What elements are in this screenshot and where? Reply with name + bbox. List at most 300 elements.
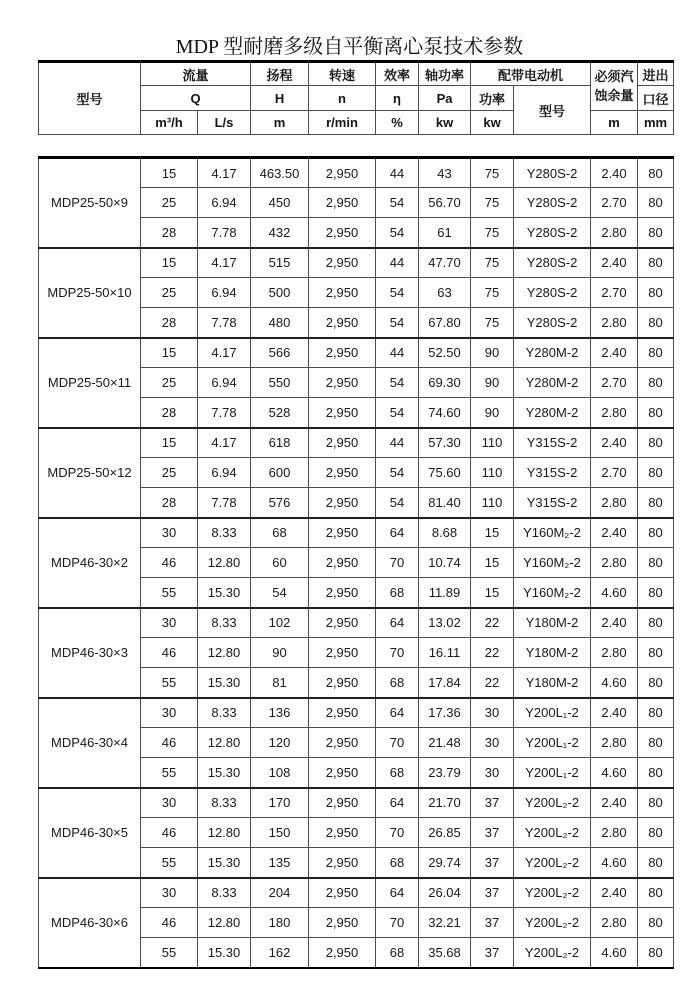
cell-pa: 56.70	[419, 188, 471, 218]
cell-q-m3h: 30	[141, 878, 198, 908]
header-speed-unit: r/min	[309, 111, 376, 135]
cell-eta: 54	[376, 488, 419, 518]
header-flow: 流量	[141, 62, 251, 86]
cell-q-m3h: 15	[141, 338, 198, 368]
header-shaft-power-unit: kw	[419, 111, 471, 135]
cell-h: 54	[251, 578, 309, 608]
cell-h: 170	[251, 788, 309, 818]
cell-eta: 54	[376, 308, 419, 338]
cell-h: 515	[251, 248, 309, 278]
cell-q-m3h: 46	[141, 638, 198, 668]
cell-dn: 80	[638, 518, 674, 548]
cell-n: 2,950	[309, 158, 376, 188]
cell-h: 450	[251, 188, 309, 218]
cell-q-ls: 6.94	[198, 458, 251, 488]
cell-power: 75	[471, 308, 514, 338]
cell-q-ls: 6.94	[198, 188, 251, 218]
header-shaft-power-symbol: Pa	[419, 86, 471, 111]
cell-n: 2,950	[309, 428, 376, 458]
cell-h: 120	[251, 728, 309, 758]
table-row	[39, 338, 674, 368]
cell-n: 2,950	[309, 278, 376, 308]
cell-q-ls: 4.17	[198, 338, 251, 368]
header-motor: 配带电动机	[471, 62, 591, 86]
header-head-unit: m	[251, 111, 309, 135]
cell-power: 110	[471, 428, 514, 458]
cell-dn: 80	[638, 308, 674, 338]
cell-pa: 26.85	[419, 818, 471, 848]
cell-h: 136	[251, 698, 309, 728]
cell-motor: Y280S-2	[514, 278, 591, 308]
cell-power: 22	[471, 668, 514, 698]
cell-power: 37	[471, 848, 514, 878]
header-port-unit: mm	[638, 111, 674, 135]
header-port: 进出	[638, 62, 674, 86]
header-head: 扬程	[251, 62, 309, 86]
header-shaft-power: 轴功率	[419, 62, 471, 86]
cell-dn: 80	[638, 878, 674, 908]
cell-h: 81	[251, 668, 309, 698]
pump-model-cell: MDP25-50×9	[39, 158, 141, 248]
cell-q-ls: 7.78	[198, 398, 251, 428]
header-motor-power: 功率	[471, 86, 514, 111]
cell-n: 2,950	[309, 608, 376, 638]
cell-n: 2,950	[309, 488, 376, 518]
table-row	[39, 698, 674, 728]
cell-dn: 80	[638, 368, 674, 398]
cell-npsh: 2.80	[591, 548, 638, 578]
cell-q-m3h: 46	[141, 728, 198, 758]
cell-eta: 54	[376, 458, 419, 488]
cell-dn: 80	[638, 188, 674, 218]
cell-pa: 43	[419, 158, 471, 188]
cell-npsh: 2.40	[591, 248, 638, 278]
cell-npsh: 2.70	[591, 368, 638, 398]
cell-h: 566	[251, 338, 309, 368]
cell-eta: 54	[376, 368, 419, 398]
cell-pa: 21.70	[419, 788, 471, 818]
page-title: MDP 型耐磨多级自平衡离心泵技术参数	[175, 36, 524, 58]
cell-dn: 80	[638, 938, 674, 968]
cell-eta: 64	[376, 878, 419, 908]
cell-npsh: 2.80	[591, 398, 638, 428]
cell-motor: Y280S-2	[514, 218, 591, 248]
cell-motor: Y160M₂-2	[514, 548, 591, 578]
cell-npsh: 4.60	[591, 848, 638, 878]
cell-pa: 17.84	[419, 668, 471, 698]
pump-model-cell: MDP25-50×10	[39, 248, 141, 338]
cell-n: 2,950	[309, 398, 376, 428]
header-speed: 转速	[309, 62, 376, 86]
cell-power: 90	[471, 398, 514, 428]
pump-table-body	[39, 158, 674, 968]
cell-h: 528	[251, 398, 309, 428]
cell-dn: 80	[638, 788, 674, 818]
cell-power: 110	[471, 458, 514, 488]
cell-motor: Y200L₂-2	[514, 788, 591, 818]
cell-h: 432	[251, 218, 309, 248]
cell-q-ls: 4.17	[198, 158, 251, 188]
cell-n: 2,950	[309, 788, 376, 818]
cell-eta: 70	[376, 908, 419, 938]
cell-motor: Y200L₂-2	[514, 818, 591, 848]
cell-motor: Y160M₂-2	[514, 578, 591, 608]
cell-eta: 68	[376, 668, 419, 698]
cell-pa: 47.70	[419, 248, 471, 278]
pump-model-cell: MDP25-50×11	[39, 338, 141, 428]
table-row	[39, 878, 674, 908]
cell-dn: 80	[638, 848, 674, 878]
cell-power: 37	[471, 878, 514, 908]
cell-motor: Y315S-2	[514, 458, 591, 488]
cell-dn: 80	[638, 908, 674, 938]
cell-pa: 69.30	[419, 368, 471, 398]
cell-q-m3h: 28	[141, 218, 198, 248]
cell-q-m3h: 46	[141, 818, 198, 848]
cell-motor: Y280S-2	[514, 188, 591, 218]
header-npsh-line1: 必须汽	[594, 68, 634, 84]
cell-pa: 52.50	[419, 338, 471, 368]
cell-n: 2,950	[309, 638, 376, 668]
header-motor-power-unit: kw	[471, 111, 514, 135]
cell-motor: Y200L₂-2	[514, 848, 591, 878]
cell-q-ls: 15.30	[198, 848, 251, 878]
cell-eta: 68	[376, 848, 419, 878]
cell-npsh: 2.40	[591, 338, 638, 368]
cell-q-m3h: 25	[141, 188, 198, 218]
cell-n: 2,950	[309, 308, 376, 338]
cell-eta: 68	[376, 578, 419, 608]
cell-power: 37	[471, 818, 514, 848]
cell-h: 576	[251, 488, 309, 518]
cell-pa: 75.60	[419, 458, 471, 488]
cell-power: 75	[471, 218, 514, 248]
cell-eta: 64	[376, 698, 419, 728]
cell-n: 2,950	[309, 338, 376, 368]
cell-n: 2,950	[309, 668, 376, 698]
cell-pa: 26.04	[419, 878, 471, 908]
cell-npsh: 2.80	[591, 638, 638, 668]
cell-power: 30	[471, 728, 514, 758]
cell-power: 90	[471, 368, 514, 398]
cell-h: 600	[251, 458, 309, 488]
cell-h: 90	[251, 638, 309, 668]
cell-motor: Y280M-2	[514, 398, 591, 428]
cell-pa: 29.74	[419, 848, 471, 878]
header-port-line2: 口径	[638, 86, 674, 111]
cell-q-m3h: 55	[141, 668, 198, 698]
cell-eta: 44	[376, 338, 419, 368]
header-npsh-line2: 蚀余量	[594, 87, 634, 103]
cell-pa: 63	[419, 278, 471, 308]
pump-model-cell: MDP46-30×4	[39, 698, 141, 788]
cell-eta: 64	[376, 608, 419, 638]
header-npsh-unit: m	[591, 111, 638, 135]
table-row	[39, 788, 674, 818]
cell-q-m3h: 46	[141, 908, 198, 938]
cell-eta: 54	[376, 218, 419, 248]
cell-dn: 80	[638, 248, 674, 278]
cell-power: 30	[471, 698, 514, 728]
cell-pa: 74.60	[419, 398, 471, 428]
table-row	[39, 248, 674, 278]
cell-pa: 67.80	[419, 308, 471, 338]
cell-power: 110	[471, 488, 514, 518]
cell-motor: Y180M-2	[514, 668, 591, 698]
header-efficiency-unit: %	[376, 111, 419, 135]
cell-q-ls: 12.80	[198, 638, 251, 668]
cell-n: 2,950	[309, 908, 376, 938]
cell-power: 22	[471, 638, 514, 668]
cell-n: 2,950	[309, 458, 376, 488]
cell-n: 2,950	[309, 728, 376, 758]
cell-pa: 13.02	[419, 608, 471, 638]
cell-q-m3h: 15	[141, 428, 198, 458]
cell-dn: 80	[638, 158, 674, 188]
cell-dn: 80	[638, 278, 674, 308]
cell-h: 135	[251, 848, 309, 878]
cell-npsh: 2.70	[591, 458, 638, 488]
cell-dn: 80	[638, 458, 674, 488]
header-efficiency: 效率	[376, 62, 419, 86]
cell-npsh: 2.80	[591, 308, 638, 338]
cell-q-ls: 4.17	[198, 248, 251, 278]
header-flow-symbol: Q	[141, 86, 251, 111]
cell-npsh: 4.60	[591, 758, 638, 788]
cell-npsh: 2.70	[591, 188, 638, 218]
cell-q-ls: 12.80	[198, 728, 251, 758]
cell-motor: Y315S-2	[514, 488, 591, 518]
cell-h: 618	[251, 428, 309, 458]
cell-eta: 64	[376, 788, 419, 818]
header-efficiency-symbol: η	[376, 86, 419, 111]
cell-q-m3h: 25	[141, 278, 198, 308]
cell-q-ls: 15.30	[198, 668, 251, 698]
cell-npsh: 4.60	[591, 578, 638, 608]
cell-power: 22	[471, 608, 514, 638]
cell-pa: 81.40	[419, 488, 471, 518]
table-row	[39, 608, 674, 638]
cell-q-m3h: 15	[141, 158, 198, 188]
cell-power: 37	[471, 788, 514, 818]
cell-q-m3h: 46	[141, 548, 198, 578]
cell-eta: 70	[376, 638, 419, 668]
cell-n: 2,950	[309, 188, 376, 218]
cell-motor: Y280S-2	[514, 308, 591, 338]
cell-power: 75	[471, 248, 514, 278]
cell-q-m3h: 30	[141, 518, 198, 548]
cell-power: 15	[471, 518, 514, 548]
cell-eta: 70	[376, 548, 419, 578]
cell-dn: 80	[638, 218, 674, 248]
cell-pa: 23.79	[419, 758, 471, 788]
cell-n: 2,950	[309, 758, 376, 788]
cell-q-m3h: 30	[141, 608, 198, 638]
cell-motor: Y280M-2	[514, 368, 591, 398]
cell-npsh: 2.80	[591, 818, 638, 848]
cell-n: 2,950	[309, 368, 376, 398]
cell-npsh: 2.40	[591, 608, 638, 638]
cell-power: 90	[471, 338, 514, 368]
cell-h: 68	[251, 518, 309, 548]
pump-model-cell: MDP46-30×2	[39, 518, 141, 608]
cell-q-ls: 8.33	[198, 788, 251, 818]
header-motor-model: 型号	[514, 86, 591, 135]
cell-pa: 57.30	[419, 428, 471, 458]
cell-q-ls: 8.33	[198, 698, 251, 728]
cell-h: 150	[251, 818, 309, 848]
cell-h: 60	[251, 548, 309, 578]
cell-n: 2,950	[309, 938, 376, 968]
cell-power: 30	[471, 758, 514, 788]
cell-npsh: 2.40	[591, 878, 638, 908]
header-speed-symbol: n	[309, 86, 376, 111]
cell-q-m3h: 25	[141, 458, 198, 488]
cell-q-m3h: 15	[141, 248, 198, 278]
cell-pa: 16.11	[419, 638, 471, 668]
cell-eta: 70	[376, 728, 419, 758]
pump-model-cell: MDP46-30×3	[39, 608, 141, 698]
cell-pa: 21.48	[419, 728, 471, 758]
cell-npsh: 2.40	[591, 428, 638, 458]
cell-q-m3h: 28	[141, 308, 198, 338]
cell-motor: Y180M-2	[514, 638, 591, 668]
cell-q-ls: 7.78	[198, 308, 251, 338]
cell-q-ls: 6.94	[198, 278, 251, 308]
cell-eta: 54	[376, 398, 419, 428]
cell-h: 162	[251, 938, 309, 968]
cell-dn: 80	[638, 818, 674, 848]
cell-eta: 68	[376, 938, 419, 968]
cell-eta: 44	[376, 158, 419, 188]
cell-motor: Y200L₁-2	[514, 698, 591, 728]
cell-npsh: 2.40	[591, 698, 638, 728]
cell-pa: 35.68	[419, 938, 471, 968]
cell-dn: 80	[638, 548, 674, 578]
cell-h: 480	[251, 308, 309, 338]
cell-dn: 80	[638, 428, 674, 458]
pump-model-cell: MDP46-30×5	[39, 788, 141, 878]
cell-q-ls: 8.33	[198, 608, 251, 638]
cell-power: 75	[471, 278, 514, 308]
cell-q-m3h: 28	[141, 488, 198, 518]
cell-power: 37	[471, 908, 514, 938]
header-model: 型号	[39, 62, 141, 135]
pump-table	[38, 156, 674, 969]
cell-q-m3h: 30	[141, 698, 198, 728]
cell-h: 204	[251, 878, 309, 908]
header-npsh	[591, 62, 638, 111]
cell-motor: Y200L₂-2	[514, 908, 591, 938]
cell-motor: Y200L₁-2	[514, 758, 591, 788]
cell-q-ls: 7.78	[198, 218, 251, 248]
cell-pa: 8.68	[419, 518, 471, 548]
cell-eta: 54	[376, 278, 419, 308]
cell-q-m3h: 28	[141, 398, 198, 428]
cell-q-m3h: 25	[141, 368, 198, 398]
cell-h: 180	[251, 908, 309, 938]
cell-n: 2,950	[309, 848, 376, 878]
cell-motor: Y160M₂-2	[514, 518, 591, 548]
cell-n: 2,950	[309, 548, 376, 578]
header-flow-unit-ls: L/s	[198, 111, 251, 135]
cell-q-m3h: 55	[141, 938, 198, 968]
cell-n: 2,950	[309, 698, 376, 728]
cell-dn: 80	[638, 758, 674, 788]
cell-npsh: 2.80	[591, 908, 638, 938]
cell-dn: 80	[638, 728, 674, 758]
cell-npsh: 2.40	[591, 788, 638, 818]
cell-motor: Y200L₁-2	[514, 728, 591, 758]
cell-q-ls: 4.17	[198, 428, 251, 458]
header-head-symbol: H	[251, 86, 309, 111]
cell-dn: 80	[638, 338, 674, 368]
cell-npsh: 2.80	[591, 488, 638, 518]
cell-q-ls: 15.30	[198, 938, 251, 968]
cell-eta: 44	[376, 428, 419, 458]
cell-q-ls: 12.80	[198, 548, 251, 578]
cell-pa: 32.21	[419, 908, 471, 938]
table-row	[39, 518, 674, 548]
cell-power: 75	[471, 188, 514, 218]
cell-motor: Y280S-2	[514, 158, 591, 188]
cell-q-ls: 8.33	[198, 518, 251, 548]
cell-q-ls: 12.80	[198, 908, 251, 938]
cell-h: 463.50	[251, 158, 309, 188]
cell-q-ls: 15.30	[198, 578, 251, 608]
cell-power: 15	[471, 548, 514, 578]
cell-eta: 68	[376, 758, 419, 788]
cell-npsh: 2.70	[591, 278, 638, 308]
cell-eta: 70	[376, 818, 419, 848]
cell-npsh: 4.60	[591, 938, 638, 968]
pump-model-cell: MDP46-30×6	[39, 878, 141, 968]
cell-eta: 64	[376, 518, 419, 548]
cell-pa: 11.89	[419, 578, 471, 608]
cell-pa: 61	[419, 218, 471, 248]
cell-pa: 10.74	[419, 548, 471, 578]
cell-dn: 80	[638, 638, 674, 668]
cell-h: 102	[251, 608, 309, 638]
header-flow-unit-m3h: m³/h	[141, 111, 198, 135]
cell-dn: 80	[638, 578, 674, 608]
cell-q-m3h: 55	[141, 758, 198, 788]
cell-dn: 80	[638, 698, 674, 728]
cell-motor: Y280M-2	[514, 338, 591, 368]
cell-q-ls: 8.33	[198, 878, 251, 908]
cell-q-ls: 6.94	[198, 368, 251, 398]
cell-pa: 17.36	[419, 698, 471, 728]
cell-power: 75	[471, 158, 514, 188]
cell-n: 2,950	[309, 818, 376, 848]
cell-q-m3h: 30	[141, 788, 198, 818]
cell-q-ls: 12.80	[198, 818, 251, 848]
cell-h: 108	[251, 758, 309, 788]
cell-motor: Y200L₂-2	[514, 938, 591, 968]
cell-q-m3h: 55	[141, 578, 198, 608]
cell-q-m3h: 55	[141, 848, 198, 878]
cell-power: 37	[471, 938, 514, 968]
cell-h: 500	[251, 278, 309, 308]
cell-q-ls: 15.30	[198, 758, 251, 788]
cell-motor: Y280S-2	[514, 248, 591, 278]
cell-dn: 80	[638, 488, 674, 518]
cell-npsh: 2.40	[591, 158, 638, 188]
cell-n: 2,950	[309, 248, 376, 278]
cell-motor: Y180M-2	[514, 608, 591, 638]
cell-npsh: 2.80	[591, 728, 638, 758]
cell-eta: 44	[376, 248, 419, 278]
